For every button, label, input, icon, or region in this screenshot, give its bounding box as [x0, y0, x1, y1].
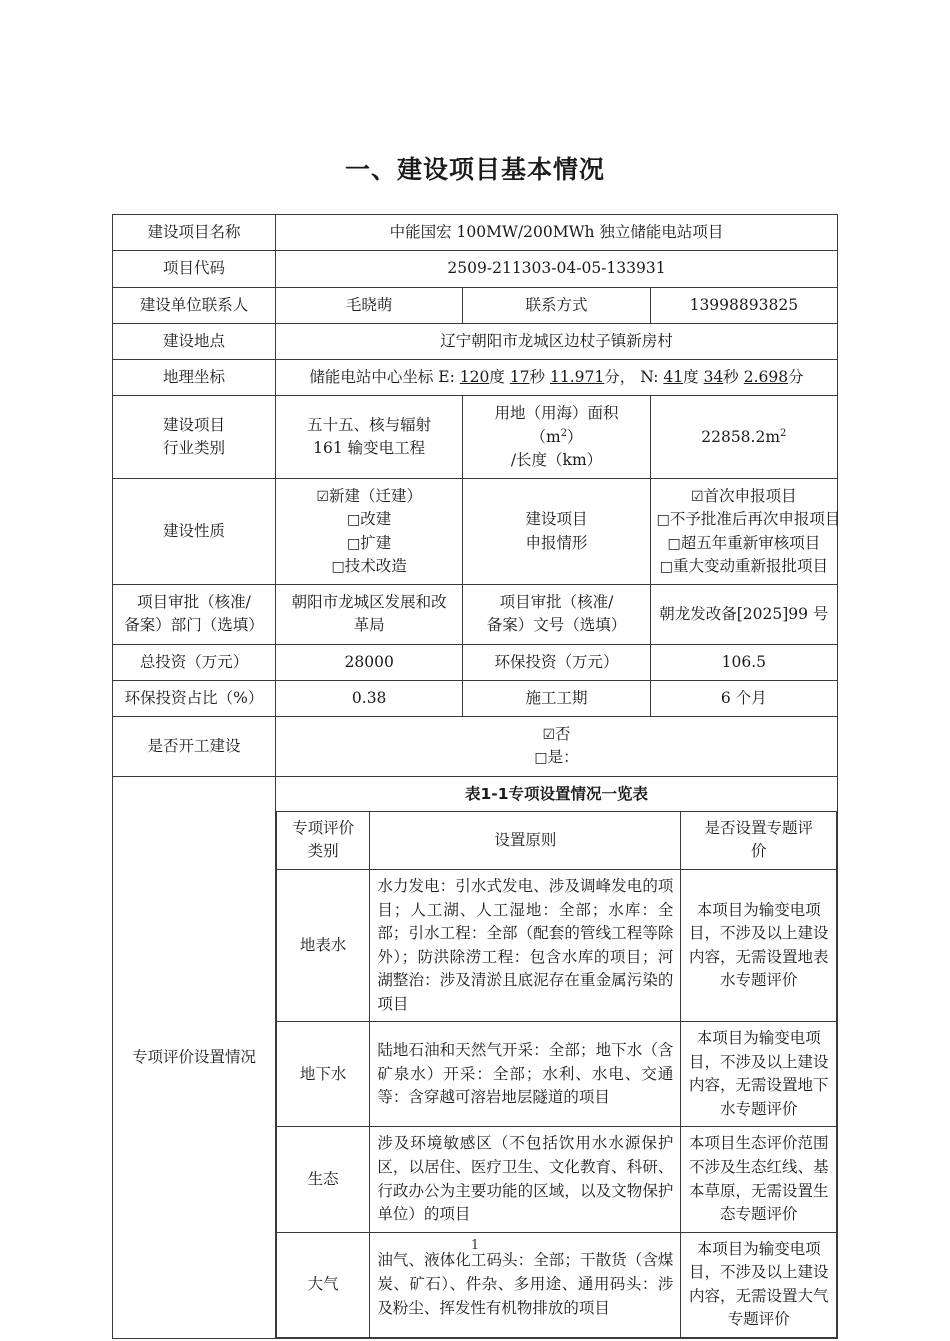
declaration-label-line1: 建设项目 — [525, 510, 588, 529]
declaration-option-3[interactable] — [657, 555, 831, 578]
coordinates-n-degrees: 41 — [663, 368, 684, 386]
coordinates-n-minutes-unit: 分 — [788, 368, 804, 386]
eval-principle-1: 陆地石油和天然气开采：全部；地下水（含矿泉水）开采：全部；水利、水电、交通等：含穿越可溶岩地层隧道的项目 — [370, 1022, 681, 1127]
special-eval-table-title: 表1-1专项设置情况一览表 — [464, 784, 648, 803]
coordinates-prefix: 储能电站中心坐标 E: — [309, 368, 455, 386]
declaration-option-2-label: 超五年重新审核项目 — [680, 533, 821, 552]
checkbox-icon[interactable]: ☑ — [691, 489, 704, 506]
coordinates-n-degrees-unit: 度 — [683, 368, 699, 386]
nature-option-2[interactable] — [282, 532, 456, 555]
declaration-options-group — [650, 479, 841, 585]
table-row-project-code — [113, 251, 838, 287]
project-code-label: 项目代码 — [113, 251, 276, 287]
table-row-project-name — [113, 215, 838, 251]
industry-value — [276, 396, 463, 479]
declaration-option-2[interactable] — [657, 532, 831, 555]
declaration-option-3-label: 重大变动重新报批项目 — [672, 556, 828, 575]
env-ratio-value: 0.38 — [276, 680, 463, 716]
nature-option-1-label: 改建 — [360, 510, 392, 529]
eval-conclusion-1: 本项目为输变电项目，不涉及以上建设内容，无需设置地下水专题评价 — [681, 1022, 837, 1127]
header-conclusion-line1: 是否设置专题评 — [704, 818, 813, 837]
industry-value-line2: 161 输变电工程 — [313, 439, 426, 458]
checkbox-icon[interactable]: ☑ — [542, 727, 556, 744]
coordinates-value — [276, 360, 838, 396]
special-eval-section-label: 专项评价设置情况 — [113, 776, 276, 1338]
started-option-0[interactable] — [282, 723, 831, 746]
nature-option-0[interactable] — [282, 485, 456, 508]
approval-dept-label-line2: 备案）部门（选填） — [124, 616, 264, 635]
nature-option-3-label: 技术改造 — [344, 556, 407, 575]
table-row-coordinates — [113, 360, 838, 396]
land-area-label-line1 — [469, 402, 643, 449]
header-category-line1: 专项评价 — [292, 818, 355, 837]
started-option-1-label: 是： — [547, 748, 579, 767]
project-code-value: 2509-211303-04-05-133931 — [276, 251, 838, 287]
project-name-label: 建设项目名称 — [113, 215, 276, 251]
special-eval-table — [276, 811, 837, 1338]
page-title: 一、建设项目基本情况 — [344, 155, 605, 184]
nature-label: 建设性质 — [113, 479, 276, 585]
location-label: 建设地点 — [113, 323, 276, 359]
land-area-label-paren: ） — [567, 427, 583, 446]
coordinates-n-minutes: 2.698 — [743, 368, 789, 386]
declaration-option-1[interactable] — [656, 508, 841, 531]
coordinates-e-minutes-unit: 分， — [604, 368, 636, 386]
nature-options-group — [276, 479, 463, 585]
header-conclusion-line2: 价 — [750, 842, 767, 861]
checkbox-icon[interactable]: ☑ — [316, 489, 329, 506]
table-row-started — [113, 717, 838, 777]
land-area-value-superscript: 2 — [780, 427, 787, 439]
coordinates-label: 地理坐标 — [113, 360, 276, 396]
approval-dept-value-line1: 朝阳市龙城区发展和改 — [291, 593, 447, 612]
coordinates-e-seconds-unit: 秒 — [529, 368, 546, 386]
checkbox-icon[interactable]: □ — [659, 558, 673, 575]
eval-category-1: 地下水 — [277, 1022, 370, 1127]
approval-dept-value — [276, 585, 463, 645]
header-conclusion — [681, 811, 837, 869]
checkbox-icon[interactable]: □ — [331, 558, 345, 575]
nature-option-3[interactable] — [282, 555, 456, 578]
eval-principle-3: 油气、液体化工码头：全部；干散货（含煤炭、矿石）、件杂、多用途、通用码头：涉及粉尘、挥发性有机物排放的项目 — [370, 1232, 681, 1337]
contact-person-label: 建设单位联系人 — [113, 287, 276, 323]
industry-label-line2: 行业类别 — [162, 439, 225, 458]
started-options-group — [276, 717, 838, 777]
started-option-0-label: 否 — [555, 725, 571, 744]
table-row-ratio-duration — [113, 680, 838, 716]
land-area-value — [650, 396, 837, 479]
table-row-special-eval — [113, 776, 838, 1338]
coordinates-n-prefix: N: — [640, 368, 659, 386]
special-eval-header-row — [277, 811, 837, 869]
duration-label: 施工工期 — [463, 680, 650, 716]
page-number: 1 — [470, 1238, 480, 1253]
table-row-industry — [113, 396, 838, 479]
land-area-value-text: 22858.2m — [701, 427, 781, 446]
total-investment-label: 总投资（万元） — [113, 644, 276, 680]
industry-value-line1: 五十五、核与辐射 — [307, 415, 432, 434]
table-row — [277, 1127, 837, 1232]
special-eval-container — [276, 776, 838, 1338]
env-investment-value: 106.5 — [650, 644, 837, 680]
total-investment-value: 28000 — [276, 644, 463, 680]
table-row-investment — [113, 644, 838, 680]
land-area-label-superscript: 2 — [560, 427, 568, 439]
coordinates-e-minutes: 11.971 — [550, 368, 605, 386]
approval-doc-value: 朝龙发改备[2025]99 号 — [650, 585, 837, 645]
env-ratio-label: 环保投资占比（%） — [113, 680, 276, 716]
contact-method-label: 联系方式 — [463, 287, 650, 323]
land-area-label — [463, 396, 650, 479]
industry-label-line1: 建设项目 — [162, 415, 225, 434]
eval-principle-0: 水力发电：引水式发电、涉及调峰发电的项目；人工湖、人工湿地：全部；水库：全部；引水工程：全部（配套的管线工程等除外）；防洪除涝工程：包含水库的项目；河湖整治：涉及清淤且底泥存在重金属污染的项目 — [370, 870, 681, 1022]
checkbox-icon[interactable]: □ — [667, 535, 681, 552]
contact-person-value: 毛晓萌 — [276, 287, 463, 323]
location-value: 辽宁朝阳市龙城区边杖子镇新房村 — [276, 323, 838, 359]
eval-conclusion-0: 本项目为输变电项目，不涉及以上建设内容，无需设置地表水专题评价 — [681, 870, 837, 1022]
land-area-label-line2: /长度（km） — [510, 450, 603, 469]
basic-info-table — [112, 214, 841, 1339]
approval-doc-label-line1: 项目审批（核准/ — [499, 593, 614, 612]
checkbox-icon[interactable]: □ — [656, 512, 670, 529]
declaration-option-0[interactable] — [657, 485, 831, 508]
table-row — [277, 1022, 837, 1127]
industry-label — [113, 396, 276, 479]
coordinates-n-seconds-unit: 秒 — [723, 368, 739, 386]
coordinates-e-degrees-unit: 度 — [489, 368, 505, 386]
header-category — [277, 811, 370, 869]
coordinates-e-degrees: 120 — [459, 368, 490, 386]
header-principle: 设置原则 — [370, 811, 681, 869]
project-name-value: 中能国宏 100MW/200MWh 独立储能电站项目 — [276, 215, 838, 251]
checkbox-icon[interactable]: □ — [534, 750, 548, 767]
approval-doc-label-line2: 备案）文号（选填） — [486, 616, 627, 635]
approval-dept-label — [113, 585, 276, 645]
table-row-location — [113, 323, 838, 359]
coordinates-e-seconds: 17 — [509, 368, 530, 386]
checkbox-icon[interactable]: □ — [347, 512, 361, 529]
eval-conclusion-2: 本项目生态评价范围不涉及生态红线、基本草原，无需设置生态专题评价 — [681, 1127, 837, 1232]
eval-principle-2: 涉及环境敏感区（不包括饮用水水源保护区，以居住、医疗卫生、文化教育、科研、行政办公为主要功能的区域，以及文物保护单位）的项目 — [370, 1127, 681, 1232]
coordinates-n-seconds: 34 — [703, 368, 724, 386]
env-investment-label: 环保投资（万元） — [463, 644, 650, 680]
approval-dept-label-line1: 项目审批（核准/ — [137, 593, 251, 612]
declaration-option-1-label: 不予批准后再次申报项目 — [669, 510, 841, 529]
declaration-label-line2: 申报情形 — [525, 533, 588, 552]
started-option-1[interactable] — [282, 746, 831, 769]
checkbox-icon[interactable]: □ — [347, 535, 361, 552]
duration-value: 6 个月 — [650, 680, 837, 716]
declaration-option-0-label: 首次申报项目 — [703, 487, 797, 506]
eval-category-0: 地表水 — [277, 870, 370, 1022]
eval-category-3: 大气 — [277, 1232, 370, 1337]
nature-option-1[interactable] — [282, 508, 456, 531]
eval-conclusion-3: 本项目为输变电项目，不涉及以上建设内容，无需设置大气专题评价 — [681, 1232, 837, 1337]
declaration-label — [463, 479, 650, 585]
land-area-label-text: 用地（用海）面积（m — [494, 404, 619, 446]
table-row-contact — [113, 287, 838, 323]
table-row-nature — [113, 479, 838, 585]
eval-category-2: 生态 — [277, 1127, 370, 1232]
contact-method-value: 13998893825 — [650, 287, 837, 323]
nature-option-0-label: 新建（迁建） — [328, 487, 422, 506]
header-category-line2: 类别 — [307, 842, 339, 861]
approval-doc-label — [463, 585, 650, 645]
table-row — [277, 870, 837, 1022]
approval-dept-value-line2: 革局 — [353, 616, 385, 635]
nature-option-2-label: 扩建 — [360, 533, 392, 552]
started-label: 是否开工建设 — [113, 717, 276, 777]
table-row-approval — [113, 585, 838, 645]
